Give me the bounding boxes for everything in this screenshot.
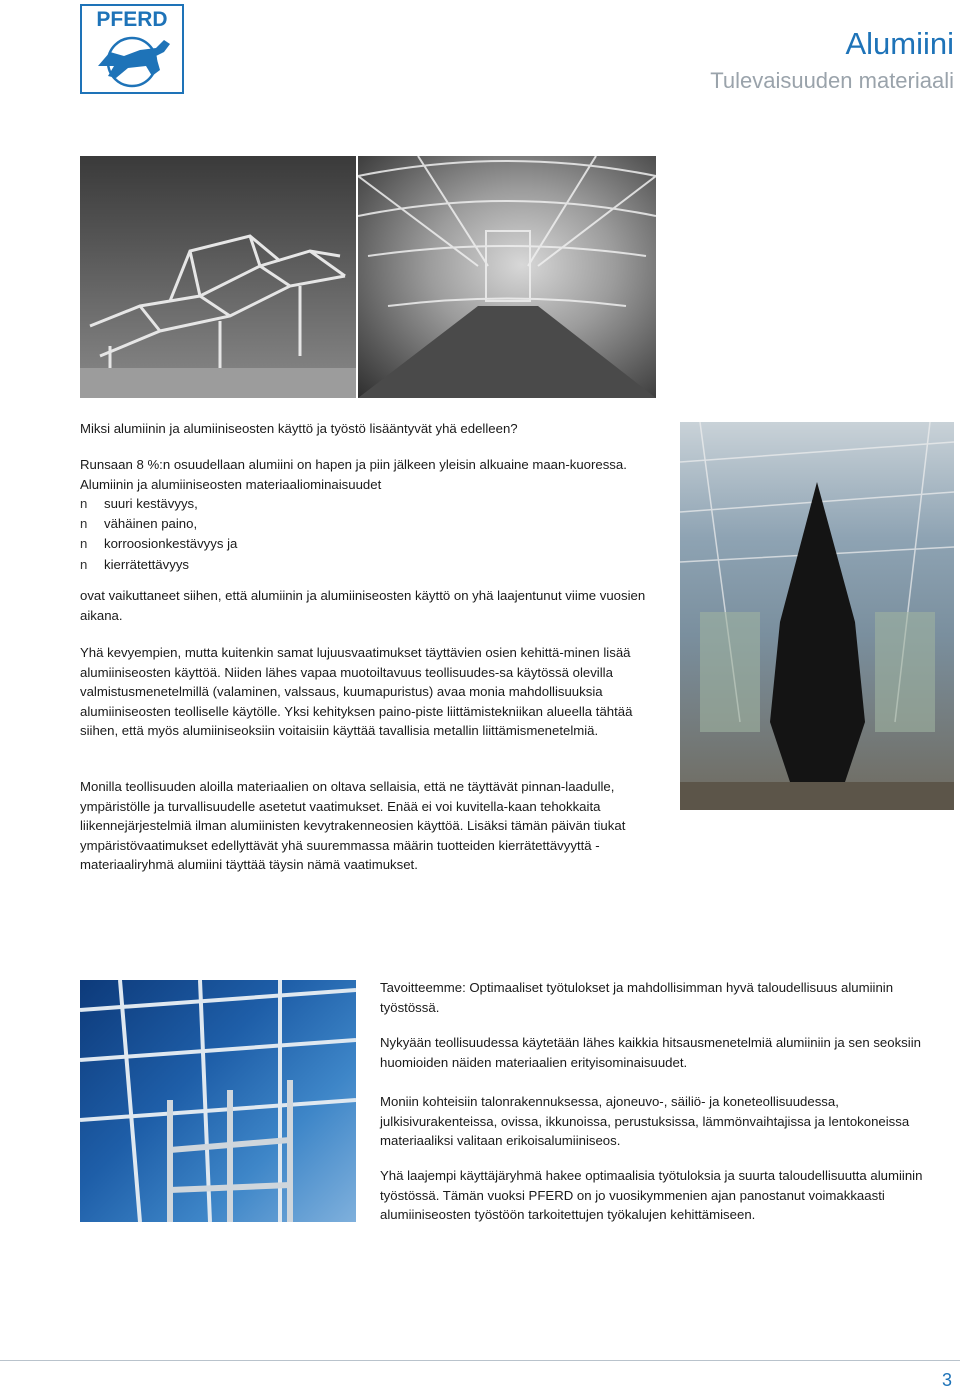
page-number: 3 (941, 1370, 952, 1390)
body-paragraph-requirements: Monilla teollisuuden aloilla materiaalien on oltava sellaisia, että ne täyttävät pinnan-laadulle, ympäristölle ja turvallisuudelle asetetut vaatimukset. Enää ei voi kuvitella-kaan tehokkaita liikennejärjestelmiä ilman alumiinisten kevytrakenneosien käyttöä. Lisäksi tämän päivän tiukat ympäristövaatimukset edellyttävät yhä suuremmassa määrin tuotteiden kierrätettävyyttä - materiaaliryhmä alumiini täyttää täysin nämä vaatimukset. (80, 779, 626, 872)
bullet-marker: n (80, 536, 88, 552)
yacht-hangar-photo (680, 422, 954, 810)
welding-paragraph: Nykyään teollisuudessa käytetään lähes kaikkia hitsausmenetelmiä alumiiniin ja sen seoksiin huomioiden näiden materiaalien erityisominaisuudet. (380, 1035, 921, 1070)
pferd-paragraph: Yhä laajempi käyttäjäryhmä hakee optimaalisia työtuloksia ja suurta taloudellisuutta alumiinin työstössä. Tämän vuoksi PFERD on jo vuosikymmenien ajan panostanut voimakkaasti alumiiniseosten työstöön tarkoitettujen työkalujen kehittämiseen. (380, 1168, 923, 1222)
bullet-marker: n (80, 556, 88, 572)
intro-conclusion: ovat vaikuttaneet siihen, että alumiinin ja alumiiniseosten käyttö on yhä laajentunut viime vuosien aikana. (80, 588, 646, 623)
intro-paragraph: Runsaan 8 %:n osuudellaan alumiini on hapen ja piin jälkeen yleisin alkuaine maan-kuoressa. Alumiinin ja alumiiniseosten materiaaliominaisuudet (80, 457, 627, 492)
footer-divider (0, 1360, 960, 1361)
list-item (80, 494, 660, 514)
pferd-logo (80, 4, 184, 94)
properties-list (80, 494, 660, 575)
page-title: Alumiini (845, 26, 954, 61)
pferd-horse-logo-icon (80, 4, 184, 94)
list-item-text: korroosionkestävyys ja (104, 536, 238, 552)
list-item (80, 534, 660, 554)
applications-paragraph: Moniin kohteisiin talonrakennuksessa, ajoneuvo-, säiliö- ja koneteollisuudessa, julkisivurakenteissa, ovissa, ikkunoissa, perustuksissa, lämmönvaihtajissa ja lentokoneissa materiaaliksi valitaan erikoisalumiiniseos. (380, 1094, 910, 1148)
glass-facade-photo (80, 980, 356, 1222)
list-item-text: suuri kestävyys, (104, 496, 198, 511)
list-item (80, 555, 660, 575)
goal-paragraph: Tavoitteemme: Optimaaliset työtulokset ja mahdollisimman hyvä taloudellisuus alumiinin työstössä. (380, 980, 894, 1015)
page-subtitle: Tulevaisuuden materiaali (710, 68, 954, 93)
svg-text:PFERD: PFERD (96, 8, 168, 31)
car-frame-photo (80, 156, 356, 398)
bullet-marker: n (80, 516, 88, 532)
intro-question: Miksi alumiinin ja alumiiniseosten käyttö ja työstö lisääntyvät yhä edelleen? (80, 421, 518, 436)
bullet-marker: n (80, 496, 88, 511)
list-item-text: vähäinen paino, (104, 516, 198, 532)
ship-hull-interior-photo (358, 156, 656, 398)
body-paragraph-development: Yhä kevyempien, mutta kuitenkin samat lujuusvaatimukset täyttävien osien kehittä-minen lisää alumiiniseosten käyttöä. Niiden lähes vapaa muotoiltavuus teollisuudes-sa käytössä olevilla valmistusmenetelmillä (valaminen, valssaus, kuumapuristus) avaa monia mahdollisuuksia alumiiniseosten teolliselle käytölle. Yksi kehityksen paino-piste liittämistekniikan alueella tähtää siihen, että myös alumiiniseoksiin voitaisiin käyttää tavallisia metallin liittämismenetelmiä. (80, 645, 633, 738)
list-item-text: kierrätettävyys (104, 556, 190, 572)
list-item (80, 514, 660, 534)
